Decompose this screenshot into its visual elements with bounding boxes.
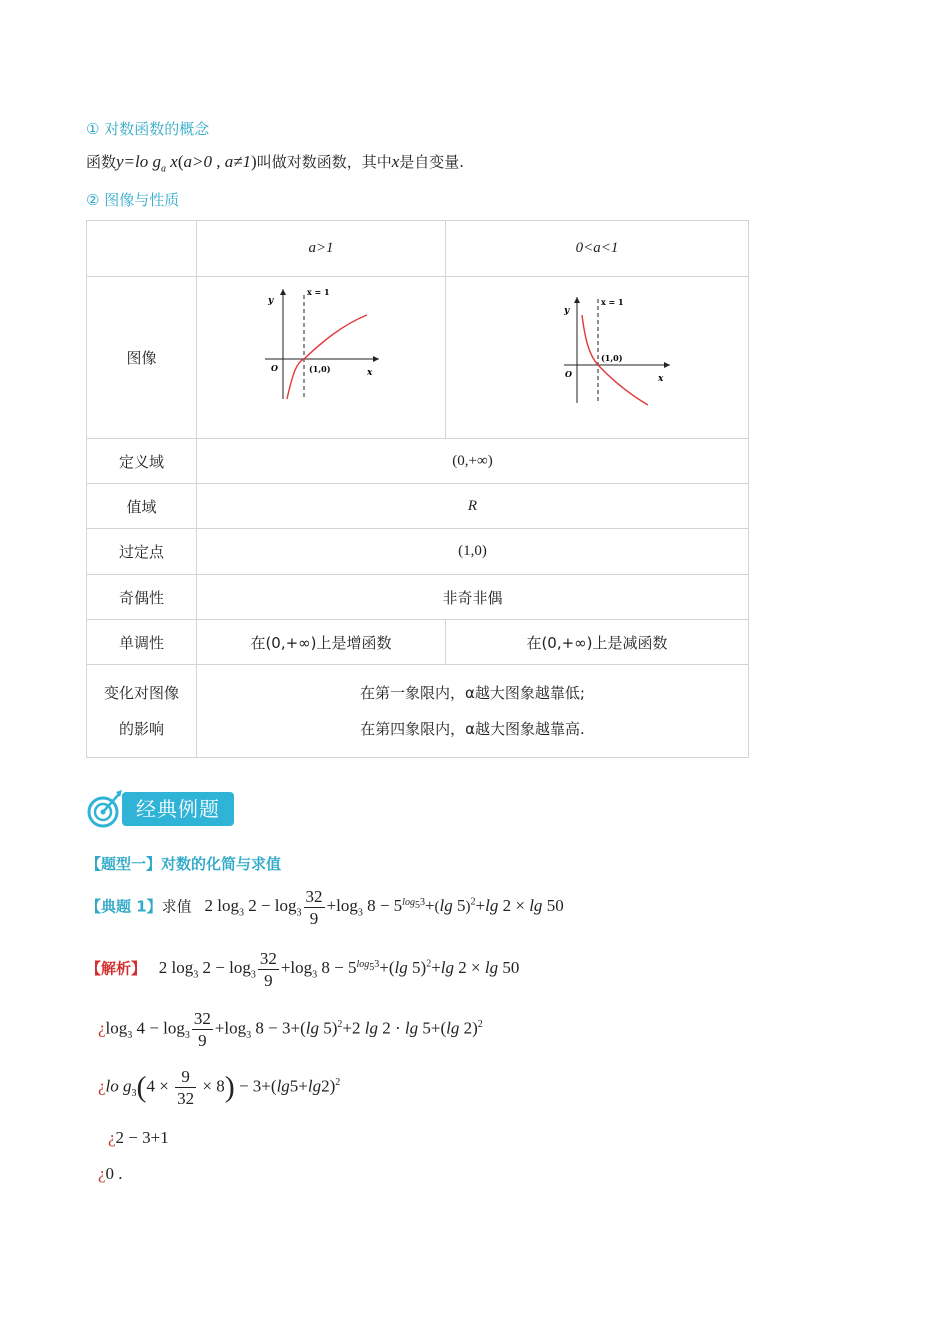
definition-line: [86, 151, 464, 174]
row-label-domain: 定义域: [87, 439, 197, 484]
def-suffix: 叫做对数函数，其中: [256, 153, 392, 171]
effect-line-2: 在第四象限内，α越大图象越靠高.: [360, 720, 585, 738]
graph-increasing: [197, 277, 445, 434]
row-label-graph: 图像: [87, 277, 197, 439]
example1-prompt: 【典题 1】求值 2 $\log_3 2 - \log_3$ $\frac{32}{9}$ $+\log_3$ $8 - 5^{log_53}+(\lg$ 5)$^2$+lg 2 × lg 50: [86, 887, 564, 928]
row-label-point: 过定点: [87, 529, 197, 575]
line-label: x = 1: [601, 297, 624, 307]
graph-increasing-cell: [197, 277, 446, 439]
row-label-monotonicity: 单调性: [87, 620, 197, 665]
section-heading-concept: ① 对数函数的概念: [86, 120, 210, 138]
x-label: x: [658, 374, 664, 384]
header-a-gt-1: a>1: [197, 221, 446, 277]
row-label-range: 值域: [87, 484, 197, 529]
y-label: y: [268, 296, 274, 306]
origin-label: O: [271, 363, 278, 373]
row-label-effect: [87, 665, 197, 758]
solution-tag: 【解析】: [86, 959, 147, 978]
solution-line-2: ¿$\log_3$ $4 - \log_3$ $\frac{32}{9}$ $+\log_3$ 8 − 3+(lg 5)$^2$+2 lg 2 · lg 5+(lg 2)$^2$: [98, 1009, 483, 1050]
y-label: y: [564, 306, 570, 316]
log-curve-increasing: [287, 315, 367, 399]
row-label-parity: 奇偶性: [87, 575, 197, 620]
solution-line-1: 【解析】 2 $\log_3 2 - \log_3$ $\frac{32}{9}$ $+\log_3$ $8 - 5^{log_53}+(\lg$ 5)$^2$+lg 2 × lg 50: [86, 949, 520, 990]
banner-title: 经典例题: [122, 792, 234, 826]
solution-line-5: ¿0 .: [98, 1164, 123, 1183]
origin-label: O: [565, 369, 572, 379]
def-end: 是自变量.: [399, 153, 465, 171]
x-label: x: [367, 368, 373, 378]
solution-line-3: ¿lo $g_3(4$ × $\frac{9}{32}$ × $8) - 3+(\lg 5+\lg 2)^2$: [98, 1067, 341, 1108]
range-value: R: [197, 484, 749, 529]
parity-value: 非奇非偶: [197, 575, 749, 620]
mono-increasing: 在(0,+∞)上是增函数: [197, 620, 446, 665]
target-icon: [86, 788, 126, 830]
def-prefix: 函数: [86, 153, 117, 171]
graph-decreasing: [446, 277, 748, 434]
effect-label-2: 的影响: [118, 720, 164, 738]
type1-heading: 【题型一】对数的化简与求值: [86, 855, 282, 873]
point-label: (1,0): [601, 353, 623, 363]
property-table: [86, 220, 749, 758]
header-a-lt-1: 0<a<1: [446, 221, 749, 277]
def-var: x: [391, 152, 400, 171]
line-label: x = 1: [307, 287, 330, 297]
effect-line-1: 在第一象限内，α越大图象越靠低;: [360, 684, 585, 702]
example1-tag: 【典题 1】: [86, 897, 162, 916]
point-value: (1,0): [197, 529, 749, 575]
point-label: (1,0): [309, 364, 331, 374]
graph-decreasing-cell: [446, 277, 749, 439]
effect-label-1: 变化对图像: [103, 684, 179, 702]
domain-value: (0,+∞): [197, 439, 749, 484]
effect-value: [197, 665, 749, 758]
mono-decreasing: 在(0,+∞)上是减函数: [446, 620, 749, 665]
def-formula: y=lo $g_a$ x(a>0 , a≠1): [116, 152, 257, 175]
section-heading-graph: ② 图像与性质: [86, 191, 180, 209]
solution-line-4: ¿2 − 3+1: [108, 1128, 169, 1147]
example1-prompt-text: 求值: [161, 897, 192, 916]
table-corner: [87, 221, 197, 277]
